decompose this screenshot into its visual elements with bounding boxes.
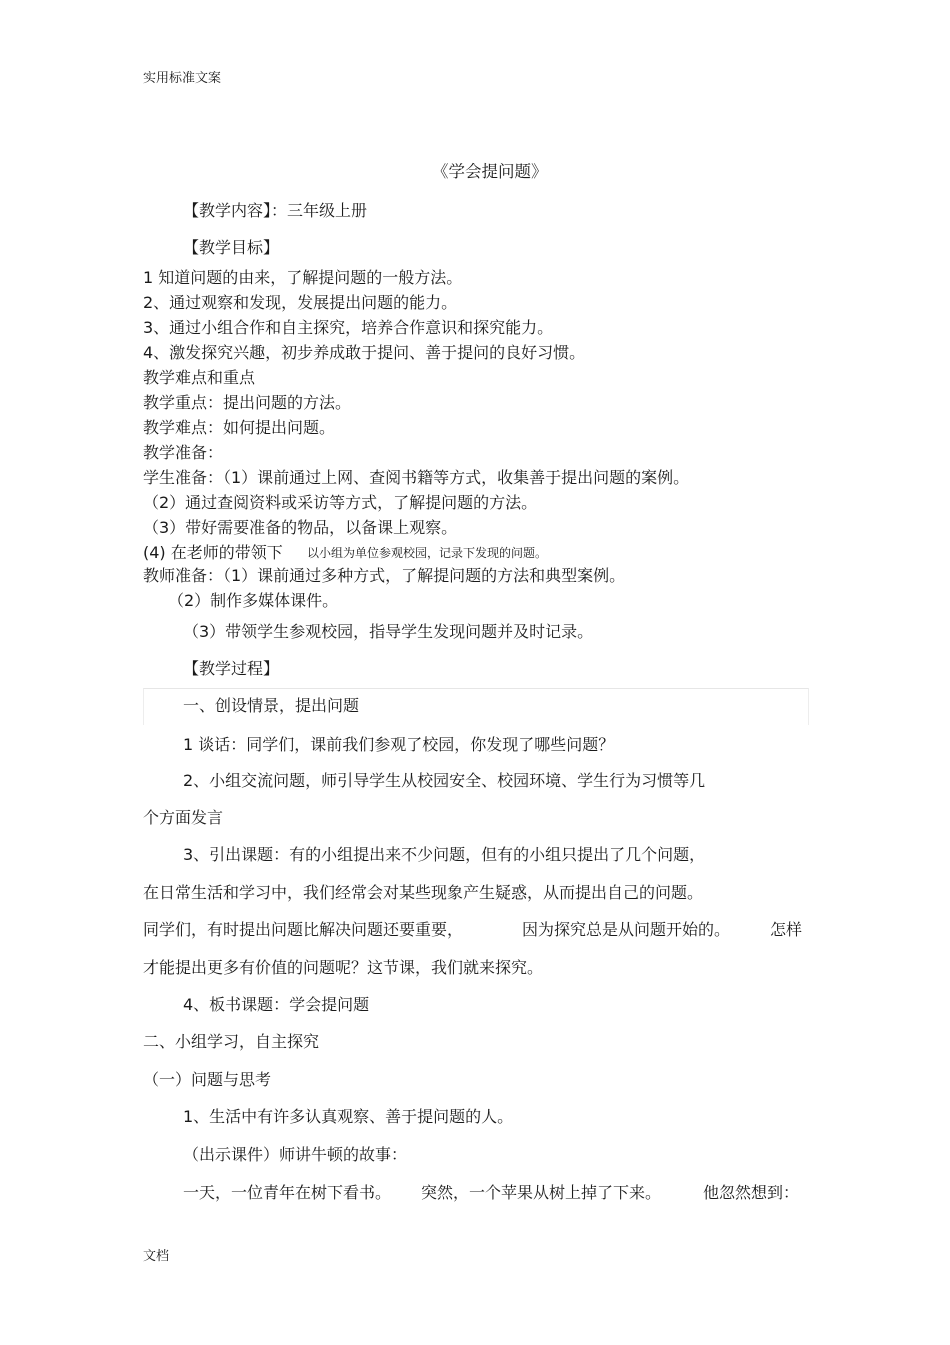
student-prep-item-small: 以小组为单位参观校园，记录下发现的问题。 bbox=[307, 546, 548, 560]
page-footer: 文档 bbox=[143, 1249, 170, 1264]
teaching-content: 【教学内容】：三年级上册 bbox=[183, 201, 368, 220]
goals-heading: 【教学目标】 bbox=[183, 238, 280, 257]
difficult-point: 教学难点：如何提出问题。 bbox=[143, 418, 336, 437]
paragraph: 突然，一个苹果从树上掉了下来。 bbox=[421, 1183, 662, 1202]
goal-item: 1 知道问题的由来，了解提问题的一般方法。 bbox=[143, 268, 463, 287]
paragraph: 才能提出更多有价值的问题呢？这节课，我们就来探究。 bbox=[143, 958, 544, 977]
paragraph: 2、小组交流问题，师引导学生从校园安全、校园环境、学生行为习惯等几 bbox=[183, 771, 706, 790]
prep-heading: 教学准备： bbox=[143, 443, 224, 462]
paragraph: 3、引出课题：有的小组提出来不少问题，但有的小组只提出了几个问题， bbox=[183, 845, 706, 864]
paragraph: 怎样 bbox=[770, 920, 803, 939]
paragraph: （出示课件）师讲牛顿的故事： bbox=[183, 1145, 408, 1164]
paragraph: 1 谈话：同学们，课前我们参观了校园，你发现了哪些问题？ bbox=[183, 735, 615, 754]
paragraph: 他忽然想到： bbox=[703, 1183, 800, 1202]
teacher-prep-item: （3）带领学生参观校园，指导学生发现问题并及时记录。 bbox=[183, 622, 594, 641]
student-prep-item: （3）带好需要准备的物品，以备课上观察。 bbox=[143, 518, 458, 537]
goal-item: 4、激发探究兴趣，初步养成敢于提问、善于提问的良好习惯。 bbox=[143, 343, 586, 362]
teacher-prep-item: （2）制作多媒体课件。 bbox=[168, 591, 339, 610]
student-prep-item: (4) 在老师的带领下 bbox=[143, 543, 283, 562]
student-prep-item: 学生准备：（1）课前通过上网、查阅书籍等方式，收集善于提出问题的案例。 bbox=[143, 468, 690, 487]
goal-item: 2、通过观察和发现，发展提出问题的能力。 bbox=[143, 293, 458, 312]
paragraph: 4、板书课题：学会提问题 bbox=[183, 995, 370, 1014]
paragraph: 个方面发言 bbox=[143, 808, 224, 827]
subsection-heading: （一）问题与思考 bbox=[143, 1070, 272, 1089]
teacher-prep-item: 教师准备：（1）课前通过多种方式，了解提问题的方法和典型案例。 bbox=[143, 566, 626, 585]
page-header: 实用标准文案 bbox=[143, 71, 222, 86]
difficulty-heading: 教学难点和重点 bbox=[143, 368, 256, 387]
paragraph: 一天，一位青年在树下看书。 bbox=[183, 1183, 392, 1202]
section-heading: 二、小组学习，自主探究 bbox=[143, 1032, 320, 1051]
paragraph: 因为探究总是从问题开始的。 bbox=[522, 920, 731, 939]
student-prep-item: （2）通过查阅资料或采访等方式，了解提问题的方法。 bbox=[143, 493, 538, 512]
process-heading: 【教学过程】 bbox=[183, 659, 280, 678]
goal-item: 3、通过小组合作和自主探究，培养合作意识和探究能力。 bbox=[143, 318, 554, 337]
paragraph: 同学们，有时提出问题比解决问题还要重要， bbox=[143, 920, 464, 939]
key-point: 教学重点：提出问题的方法。 bbox=[143, 393, 352, 412]
paragraph: 在日常生活和学习中，我们经常会对某些现象产生疑惑，从而提出自己的问题。 bbox=[143, 883, 704, 902]
paragraph: 1、生活中有许多认真观察、善于提问题的人。 bbox=[183, 1107, 514, 1126]
section-heading: 一、创设情景，提出问题 bbox=[183, 696, 360, 715]
doc-title: 《学会提问题》 bbox=[432, 162, 548, 181]
